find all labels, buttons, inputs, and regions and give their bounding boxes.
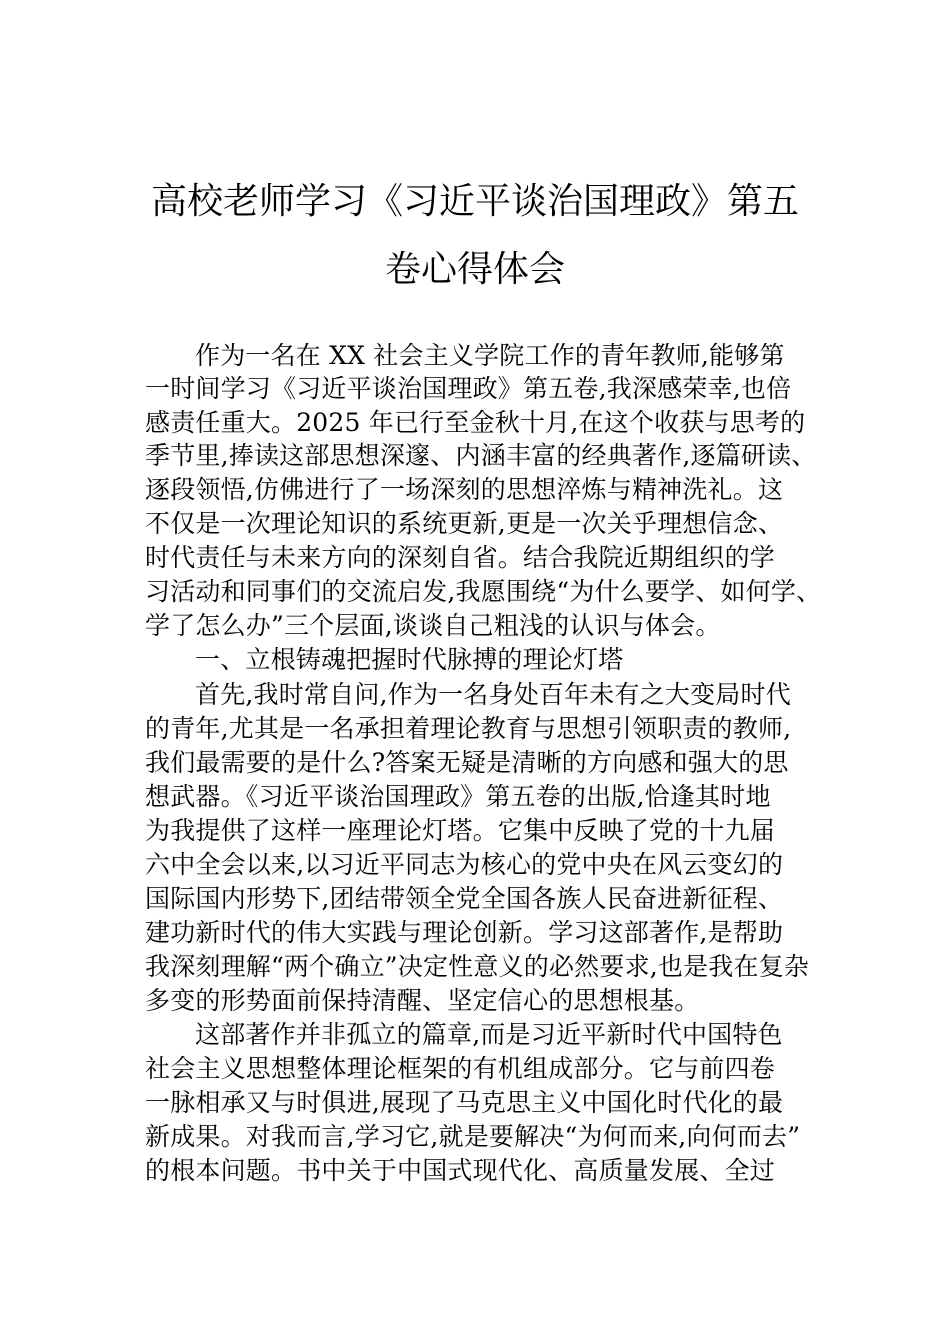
paragraph-line: 这部著作并非孤立的篇章,而是习近平新时代中国特色 [195,1020,783,1049]
paragraph-line: 为我提供了这样一座理论灯塔。它集中反映了党的十九届 [145,816,776,845]
paragraph-line: 一时间学习《习近平谈治国理政》第五卷,我深感荣幸,也倍 [145,374,792,403]
paragraph-line: 作为一名在 XX 社会主义学院工作的青年教师,能够第 [195,341,785,370]
document-title-line-2: 卷心得体会 [384,249,565,290]
paragraph-line: 逐段领悟,仿佛进行了一场深刻的思想淬炼与精神洗礼。这 [145,475,784,504]
paragraph-line: 感责任重大。2025 年已行至金秋十月,在这个收获与思考的 [145,408,806,437]
paragraph-line: 学了怎么办”三个层面,谈谈自己粗浅的认识与体会。 [145,611,721,640]
paragraph-line: 多变的形势面前保持清醒、坚定信心的思想根基。 [145,986,700,1015]
paragraph-line: 社会主义思想整体理论框架的有机组成部分。它与前四卷 [145,1054,776,1083]
paragraph-line: 我深刻理解“两个确立”决定性意义的必然要求,也是我在复杂 [145,952,810,981]
paragraph-line: 的根本问题。书中关于中国式现代化、高质量发展、全过 [145,1156,776,1185]
paragraph-line: 季节里,捧读这部思想深邃、内涵丰富的经典著作,逐篇研读、 [145,441,817,470]
section-heading: 一、立根铸魂把握时代脉搏的理论灯塔 [195,645,624,674]
paragraph-line: 一脉相承又与时俱进,展现了马克思主义中国化时代化的最 [145,1088,784,1117]
paragraph-line: 国际国内形势下,团结带领全党全国各族人民奋进新征程、 [145,884,784,913]
paragraph-line: 不仅是一次理论知识的系统更新,更是一次关乎理想信念、 [145,509,784,538]
paragraph-line: 习活动和同事们的交流启发,我愿围绕“为什么要学、如何学、 [145,577,822,606]
paragraph-line: 我们最需要的是什么?答案无疑是清晰的方向感和强大的思 [145,748,789,777]
paragraph-line: 建功新时代的伟大实践与理论创新。学习这部著作,是帮助 [145,918,784,947]
paragraph-line: 首先,我时常自问,作为一名身处百年未有之大变局时代 [195,680,791,709]
paragraph-line: 想武器。《习近平谈治国理政》第五卷的出版,恰逢其时地 [145,782,771,811]
document-title-line-1: 高校老师学习《习近平谈治国理政》第五 [150,181,799,222]
paragraph-line: 时代责任与未来方向的深刻自省。结合我院近期组织的学 [145,543,776,572]
paragraph-line: 新成果。对我而言,学习它,就是要解决“为何而来,向何而去” [145,1122,801,1151]
paragraph-line: 六中全会以来,以习近平同志为核心的党中央在风云变幻的 [145,850,784,879]
paragraph-line: 的青年,尤其是一名承担着理论教育与思想引领职责的教师, [145,714,792,743]
